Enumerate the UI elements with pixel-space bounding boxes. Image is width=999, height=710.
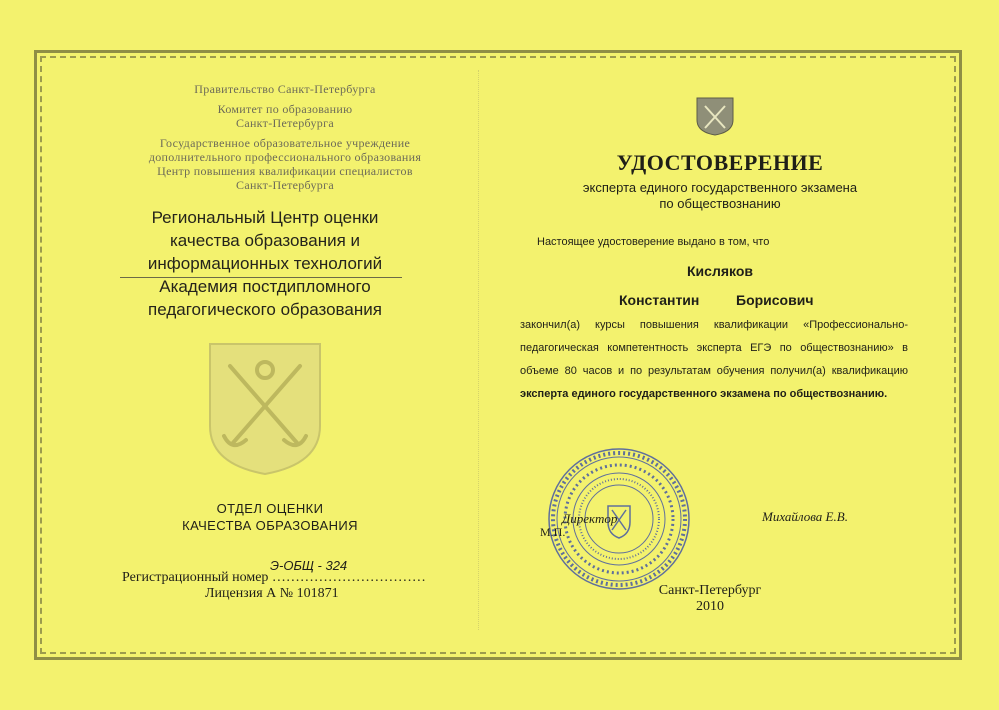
registration-number-label: Регистрационный номер ……………………………	[122, 570, 426, 585]
issuer-line: Санкт-Петербурга	[236, 178, 334, 192]
issuer-line: Санкт-Петербурга	[236, 116, 334, 130]
signer-name: Михайлова Е.В.	[762, 509, 848, 524]
rc-line: Академия постдипломного	[159, 277, 371, 296]
rc-line: информационных технологий	[147, 254, 383, 273]
department-name	[140, 500, 400, 534]
body-line: закончил(а) курсы повышения квалификации «Профессионально-	[520, 319, 908, 331]
subtitle-line: по обществознанию	[659, 196, 781, 211]
year: 2010	[696, 599, 724, 614]
issuer-line: Государственное образовательное учреждение	[159, 136, 411, 150]
certificate-subtitle	[520, 180, 920, 212]
license-number: Лицензия А № 101871	[205, 586, 339, 601]
issuer-line: дополнительного профессионального образования	[148, 150, 422, 164]
regional-center-name	[90, 206, 440, 321]
rc-line: качества образования и	[169, 231, 361, 250]
separator-line	[120, 277, 402, 278]
body-line: педагогическая компетентность эксперта ЕГЭ по обществознанию» в	[520, 342, 908, 354]
issuer-line: Комитет по образованию	[217, 102, 353, 116]
registration-number-value: Э-ОБЩ - 324	[270, 558, 348, 573]
issuer-line: Центр повышения квалификации специалистов	[157, 164, 413, 178]
director-label: Директор	[562, 511, 618, 526]
holder-surname: Кисляков	[687, 263, 753, 279]
issuer-header	[70, 82, 500, 192]
mp-label: М.П.	[540, 525, 566, 539]
dept-line: КАЧЕСТВА ОБРАЗОВАНИЯ	[182, 518, 358, 533]
city: Санкт-Петербург	[658, 583, 762, 598]
body-line: эксперта единого государственного экзамена по обществознанию.	[520, 388, 888, 400]
holder-patronymic: Борисович	[736, 292, 814, 308]
certificate-body	[520, 314, 908, 406]
issue-place-date	[600, 583, 820, 615]
subtitle-line: эксперта единого государственного экзамена	[582, 180, 858, 195]
dept-line: ОТДЕЛ ОЦЕНКИ	[216, 501, 324, 516]
rc-line: Региональный Центр оценки	[151, 208, 379, 227]
rc-line: педагогического образования	[148, 300, 382, 319]
certificate-title: УДОСТОВЕРЕНИЕ	[616, 150, 824, 175]
body-line: объеме 80 часов и по результатам обучения получил(а) квалификацию	[520, 365, 908, 377]
issuer-line: Правительство Санкт-Петербурга	[194, 82, 376, 96]
intro-text: Настоящее удостоверение выдано в том, что	[537, 236, 770, 248]
spb-coat-of-arms-icon	[695, 96, 735, 136]
spb-coat-of-arms-watermark-icon	[206, 340, 324, 476]
holder-first-name: Константин	[619, 292, 700, 308]
